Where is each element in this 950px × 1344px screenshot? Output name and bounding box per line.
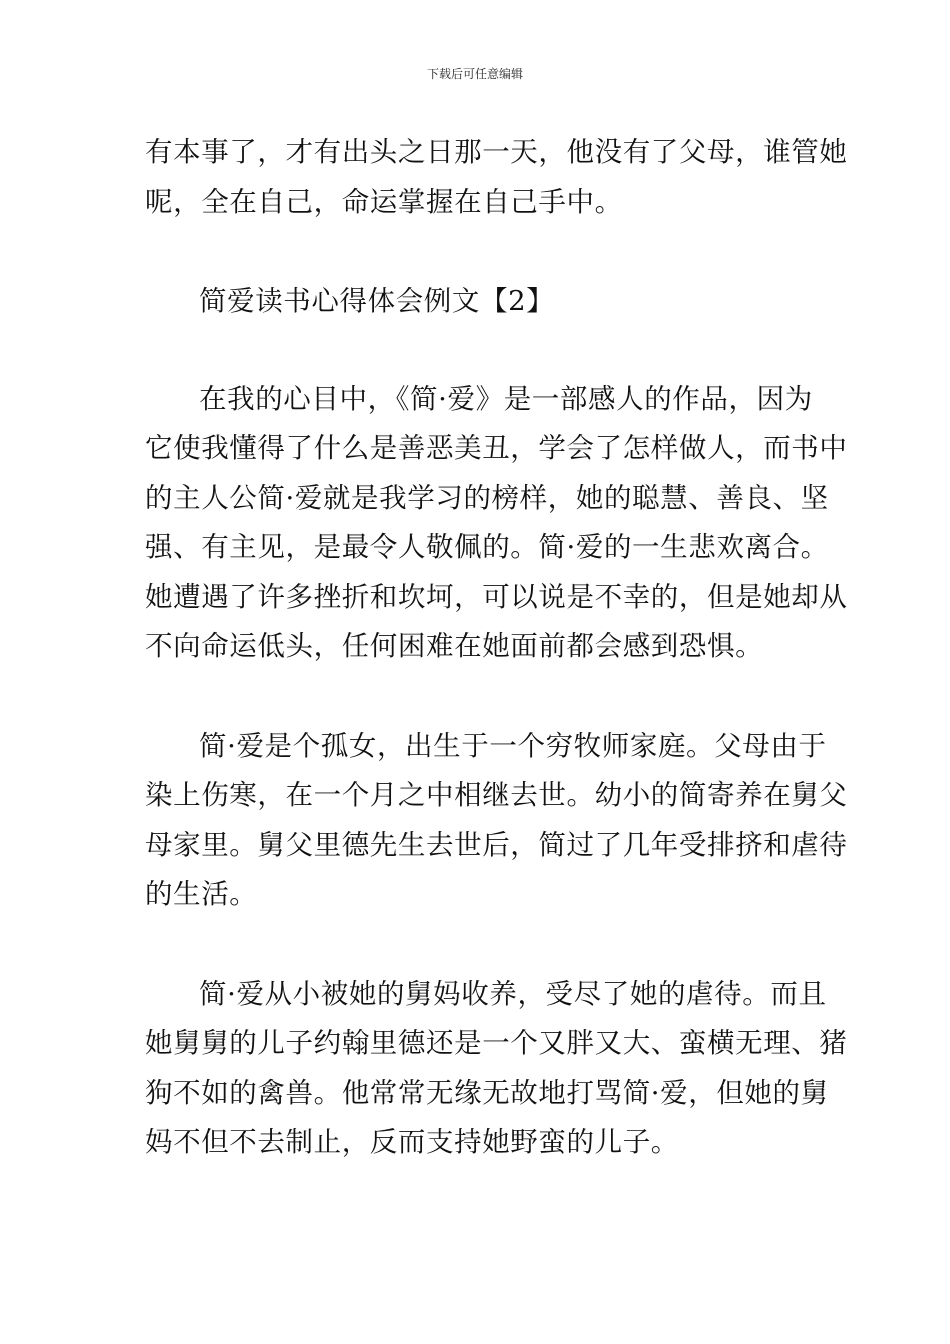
text-line: 狗不如的禽兽。他常常无缘无故地打骂简·爱，但她的舅: [145, 1076, 829, 1109]
paragraph-gap: [145, 327, 810, 375]
section-heading: [145, 277, 810, 327]
paragraph: [145, 970, 848, 1168]
text-line: 简·爱从小被她的舅妈收养，受尽了她的虐待。而且: [199, 977, 827, 1010]
paragraph-gap: [145, 227, 810, 277]
text-line: 她遭遇了许多挫折和坎坷，可以说是不幸的，但是她却从: [145, 580, 848, 613]
paragraph-gap: [145, 920, 810, 970]
text-line: 呢，全在自己，命运掌握在自己手中。: [145, 185, 623, 218]
paragraph: [145, 722, 848, 920]
text-line: 不向命运低头，任何困难在她面前都会感到恐惧。: [145, 630, 764, 662]
paragraph-gap: [145, 672, 810, 722]
text-line: 染上伤寒，在一个月之中相继去世。幼小的简寄养在舅父: [145, 779, 848, 811]
paragraph: [145, 375, 848, 672]
text-line: 她舅舅的儿子约翰里德还是一个又胖又大、蛮横无理、猪: [145, 1027, 848, 1059]
text-line: 它使我懂得了什么是善恶美丑，学会了怎样做人，而书中: [145, 432, 848, 464]
text-line: 妈不但不去制止，反而支持她野蛮的儿子。: [145, 1126, 679, 1158]
text-line: 强、有主见，是最令人敬佩的。简·爱的一生悲欢离合。: [145, 531, 829, 563]
text-line: 母家里。舅父里德先生去世后，简过了几年受排挤和虐待: [145, 828, 848, 861]
text-line: 简·爱是个孤女，出生于一个穷牧师家庭。父母由于: [199, 729, 827, 762]
document-body: [145, 128, 848, 1168]
text-line: 在我的心目中，《简·爱》是一部感人的作品，因为: [199, 382, 813, 415]
text-line: 的生活。: [145, 878, 258, 910]
text-line: 的主人公简·爱就是我学习的榜样，她的聪慧、善良、坚: [145, 481, 829, 514]
text-line: 有本事了，才有出头之日那一天，他没有了父母，谁管她: [145, 136, 848, 168]
paragraph-continuation: [145, 128, 848, 227]
page-header: 下载后可任意编辑: [426, 67, 523, 81]
heading-line: 简爱读书心得体会例文【2】: [199, 285, 555, 317]
